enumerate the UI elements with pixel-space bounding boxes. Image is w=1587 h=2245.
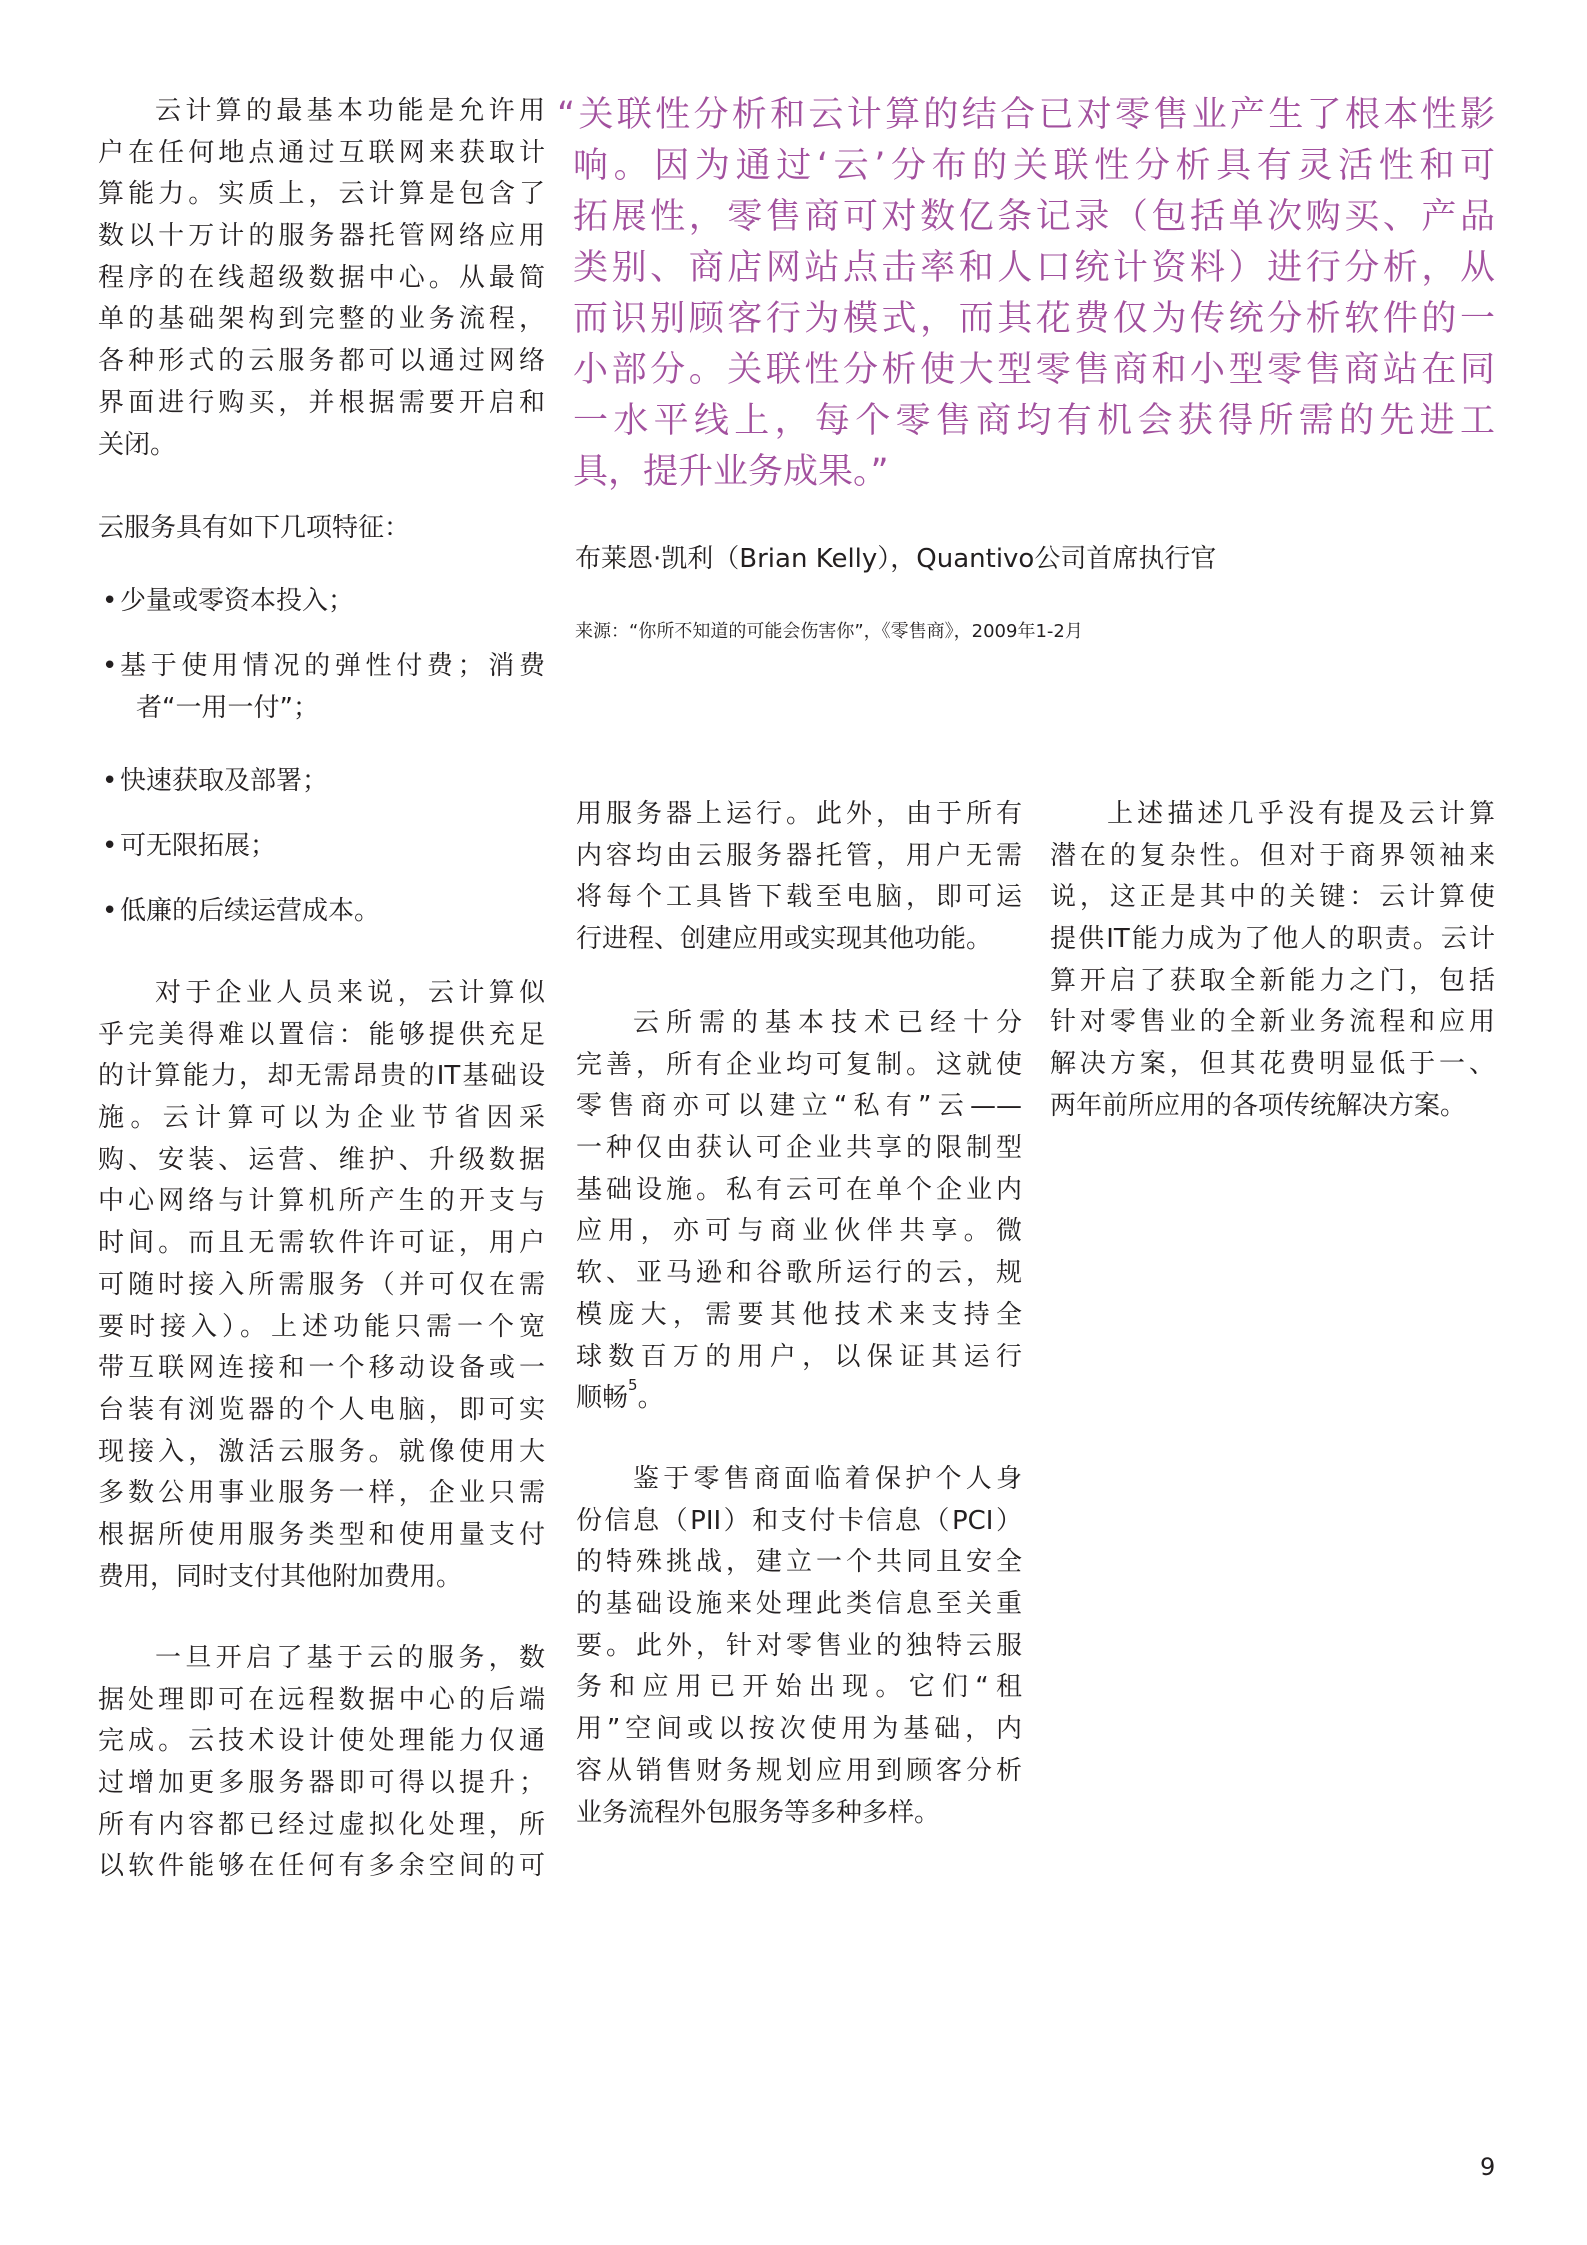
text-line: 所有内容都已经过虚拟化处理，所 xyxy=(98,1809,545,1840)
page-number: 9 xyxy=(1480,2153,1496,2181)
quote-line: 具，提升业务成果。” xyxy=(573,452,889,492)
bullet-dot-icon: • xyxy=(102,651,118,681)
text-line: 多数公用事业服务一样，企业只需 xyxy=(98,1478,545,1509)
bullet-text: 可无限拓展； xyxy=(120,831,277,861)
middle-para-1 xyxy=(576,794,1022,961)
text-line: 要时接入）。上述功能只需一个宽 xyxy=(98,1311,545,1342)
text-line: 上述描述几乎没有提及云计算 xyxy=(1107,799,1495,829)
text-line: 云所需的基本技术已经十分 xyxy=(633,1008,1022,1038)
text-line: 将每个工具皆下载至电脑，即可运 xyxy=(576,882,1022,913)
text-line: 应用，亦可与商业伙伴共享。微 xyxy=(576,1216,1022,1247)
bullet-dot-icon: • xyxy=(102,586,118,616)
text-line: 容从销售财务规划应用到顾客分析 xyxy=(576,1755,1022,1786)
pull-quote xyxy=(557,90,1495,498)
text-line: 程序的在线超级数据中心。从最简 xyxy=(98,262,545,293)
bullet-item xyxy=(98,761,545,803)
bullet-item xyxy=(98,826,545,868)
text-line: 零售商亦可以建立“私有”云—— xyxy=(576,1091,1022,1122)
text-line: 过增加更多服务器即可得以提升； xyxy=(98,1768,545,1799)
text-line: 费用，同时支付其他附加费用。 xyxy=(98,1561,463,1592)
bullet-dot-icon: • xyxy=(102,831,118,861)
bullet-dot-icon: • xyxy=(102,896,118,926)
text-line: 算开启了获取全新能力之门，包括 xyxy=(1050,965,1495,996)
text-line: 软、亚马逊和谷歌所运行的云，规 xyxy=(576,1258,1022,1289)
text-line: 的计算能力，却无需昂贵的IT基础设 xyxy=(98,1061,545,1092)
text-line: 完善，所有企业均可复制。这就使 xyxy=(576,1049,1022,1080)
text-line: 鉴于零售商面临着保护个人身 xyxy=(633,1464,1022,1494)
quote-line: 而识别顾客行为模式，而其花费仅为传统分析软件的一 xyxy=(573,299,1495,339)
right-para-1 xyxy=(1050,794,1495,1128)
text-line: 时间。而且无需软件许可证，用户 xyxy=(98,1228,545,1259)
bullet-item xyxy=(98,581,545,623)
quote-line: 一水平线上，每个零售商均有机会获得所需的先进工 xyxy=(573,401,1495,441)
middle-para-2 xyxy=(576,1003,1022,1420)
text-line: 界面进行购买，并根据需要开启和 xyxy=(98,387,545,418)
text-line: 云计算的最基本功能是允许用 xyxy=(155,96,545,126)
text-line: 带互联网连接和一个移动设备或一 xyxy=(98,1353,545,1384)
text-line: 的特殊挑战，建立一个共同且安全 xyxy=(576,1547,1022,1578)
quote-line: 响。因为通过‘云’分布的关联性分析具有灵活性和可 xyxy=(573,146,1495,186)
text-line: 乎完美得难以置信：能够提供充足 xyxy=(98,1019,545,1050)
quote-source: 来源：“你所不知道的可能会伤害你”，《零售商》，2009年1-2月 xyxy=(575,621,1083,642)
text-line: 说，这正是其中的关键：云计算使 xyxy=(1050,882,1495,913)
last-line-end: 。 xyxy=(637,1383,664,1414)
text-line: 球数百万的用户，以保证其运行 xyxy=(576,1341,1022,1372)
left-para-4 xyxy=(98,1638,545,1888)
text-line: 基础设施。私有云可在单个企业内 xyxy=(576,1174,1022,1205)
text-line: 两年前所应用的各项传统解决方案。 xyxy=(1050,1090,1467,1121)
bullet-text: 快速获取及部署； xyxy=(120,766,329,796)
text-line: 的基础设施来处理此类信息至关重 xyxy=(576,1589,1022,1620)
text-line: 一旦开启了基于云的服务，数 xyxy=(155,1643,545,1673)
text-line: 中心网络与计算机所产生的开支与 xyxy=(98,1186,545,1217)
middle-para-2-lines xyxy=(576,1003,1022,1378)
text-line: 用服务器上运行。此外，由于所有 xyxy=(576,799,1022,829)
text-line: 对于企业人员来说，云计算似 xyxy=(155,978,545,1008)
bullet-text: 少量或零资本投入； xyxy=(120,586,355,616)
bullet-item xyxy=(98,646,545,729)
text-line: 以软件能够在任何有多余空间的可 xyxy=(98,1851,545,1882)
text-line: 可随时接入所需服务（并可仅在需 xyxy=(98,1269,545,1300)
footnote-ref[interactable]: 5 xyxy=(628,1376,638,1395)
text-line: 业务流程外包服务等多种多样。 xyxy=(576,1797,941,1828)
text-line: 一种仅由获认可企业共享的限制型 xyxy=(576,1133,1022,1164)
bullet-dot-icon: • xyxy=(102,766,118,796)
text-line: 单的基础架构到完整的业务流程， xyxy=(98,304,545,335)
text-line: 算能力。实质上，云计算是包含了 xyxy=(98,179,545,210)
text-line: 解决方案，但其花费明显低于一、 xyxy=(1050,1049,1495,1080)
text-line: 台装有浏览器的个人电脑，即可实 xyxy=(98,1394,545,1425)
text-line: 现接入，激活云服务。就像使用大 xyxy=(98,1436,545,1467)
middle-para-3 xyxy=(576,1459,1022,1834)
left-para-features-intro xyxy=(98,508,545,550)
text-line: 关闭。 xyxy=(98,429,177,460)
text-line: 务和应用已开始出现。它们“租 xyxy=(576,1672,1022,1703)
bullet-item xyxy=(98,891,545,933)
text-line: 针对零售业的全新业务流程和应用 xyxy=(1050,1007,1495,1038)
bullet-text: 者“一用一付”； xyxy=(136,692,319,723)
text-line: 施。云计算可以为企业节省因采 xyxy=(98,1103,545,1134)
text-line: 根据所使用服务类型和使用量支付 xyxy=(98,1519,545,1550)
text-line: 份信息（PII）和支付卡信息（PCI） xyxy=(576,1505,1022,1536)
quote-line: “关联性分析和云计算的结合已对零售业产生了根本性影 xyxy=(557,95,1495,135)
text-line: 内容均由云服务器托管，用户无需 xyxy=(576,840,1022,871)
middle-para-2-last-line xyxy=(576,1378,1022,1420)
text-line: 提供IT能力成为了他人的职责。云计 xyxy=(1050,924,1495,955)
bullet-text: 低廉的后续运营成本。 xyxy=(120,896,381,926)
features-intro: 云服务具有如下几项特征： xyxy=(98,513,411,543)
text-line: 用”空间或以按次使用为基础，内 xyxy=(576,1714,1022,1745)
quote-attribution: 布莱恩·凯利（Brian Kelly），Quantivo公司首席执行官 xyxy=(575,544,1217,574)
last-line-text: 顺畅 xyxy=(576,1383,629,1414)
text-line: 各种形式的云服务都可以通过网络 xyxy=(98,346,545,377)
quote-line: 小部分。关联性分析使大型零售商和小型零售商站在同 xyxy=(573,350,1495,390)
bullet-text: 基于使用情况的弹性付费；消费 xyxy=(120,651,545,681)
text-line: 购、安装、运营、维护、升级数据 xyxy=(98,1144,545,1175)
left-para-1 xyxy=(98,91,545,466)
quote-line: 拓展性，零售商可对数亿条记录（包括单次购买、产品 xyxy=(573,197,1495,237)
text-line: 行进程、创建应用或实现其他功能。 xyxy=(576,924,993,955)
text-line: 潜在的复杂性。但对于商界领袖来 xyxy=(1050,840,1495,871)
left-para-3 xyxy=(98,973,545,1598)
quote-line: 类别、商店网站点击率和人口统计资料）进行分析，从 xyxy=(573,248,1495,288)
text-line: 据处理即可在远程数据中心的后端 xyxy=(98,1684,545,1715)
text-line: 户在任何地点通过互联网来获取计 xyxy=(98,137,545,168)
text-line: 完成。云技术设计使处理能力仅通 xyxy=(98,1726,545,1757)
text-line: 数以十万计的服务器托管网络应用 xyxy=(98,221,545,252)
text-line: 要。此外，针对零售业的独特云服 xyxy=(576,1630,1022,1661)
text-line: 模庞大，需要其他技术来支持全 xyxy=(576,1299,1022,1330)
